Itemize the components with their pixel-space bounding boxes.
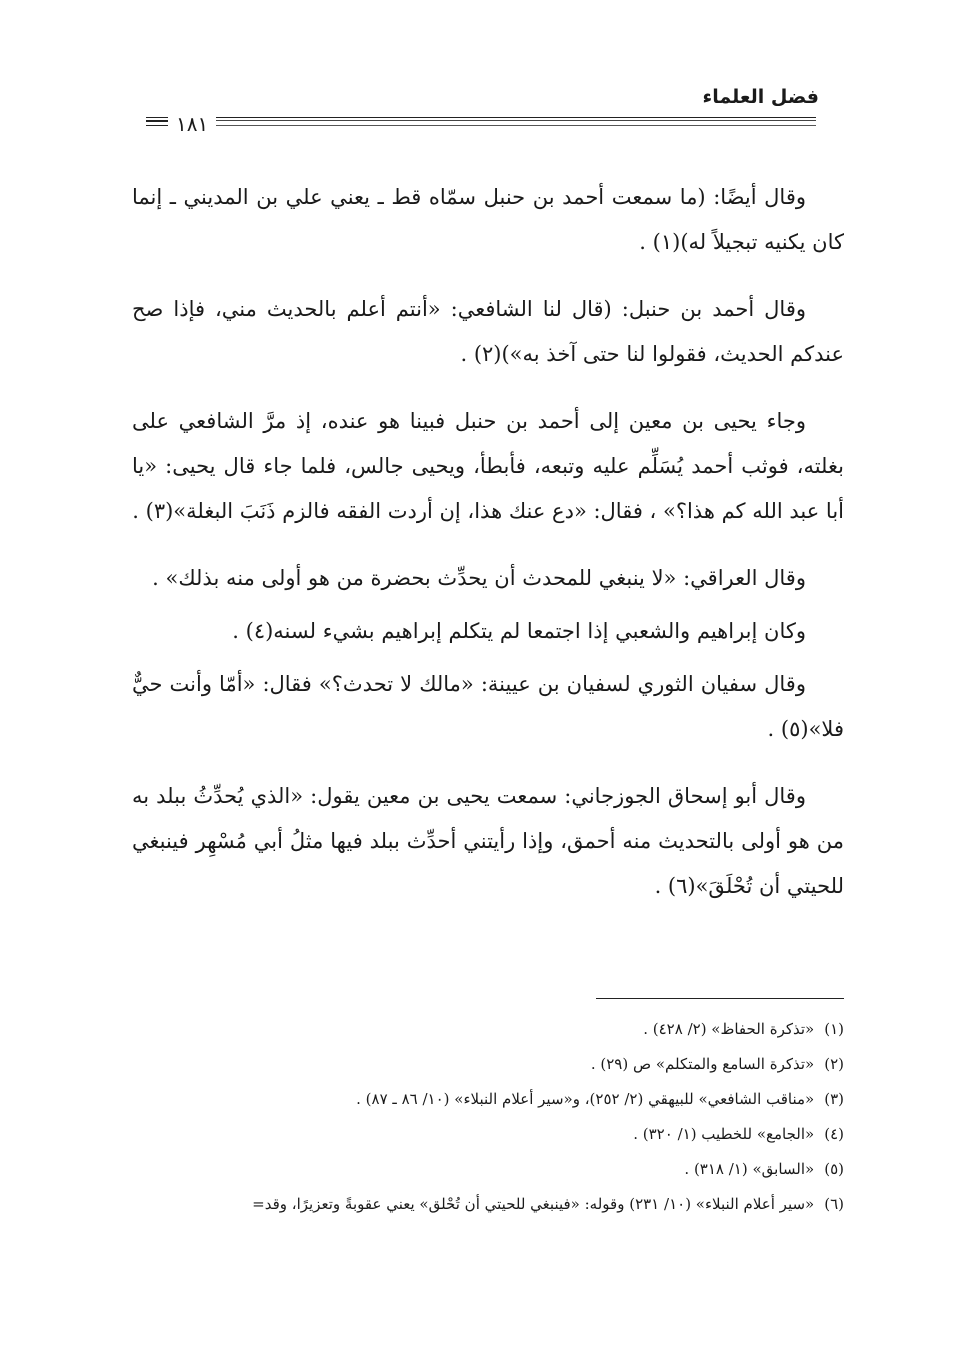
footnote (104, 1082, 844, 1117)
footnote-number: (١) (824, 1020, 844, 1038)
left-dash-ornament (146, 120, 168, 126)
footnote-text: «تذكرة الحفاظ» (٢/ ٤٢٨) . (643, 1020, 815, 1038)
paragraph: وقال أبو إسحاق الجوزجاني: سمعت يحيى بن معين يقول: «الذي يُحدِّثُ ببلد به من هو أولى بالتحديث منه أحمق، وإذا رأيتني أحدِّث ببلد فيها مثلُ أبي مُسْهِر فينبغي للحيتي أن تُحْلَقَ»(٦) . (132, 784, 844, 898)
footnote (104, 1152, 844, 1187)
footnotes (104, 1012, 844, 1222)
paragraph: وجاء يحيى بن معين إلى أحمد بن حنبل فبينا هو عنده، إذ مرَّ الشافعي على بغلته، فوثب أحمد يُسَلِّم عليه وتبعه، فأبطأ، ويحيى جالس، فلما جاء قال يحيى: «يا أبا عبد الله كم هذا؟» ، فقال: «دع عنك هذا، إن أردت الفقه فالزم ذَنَبَ البغلة»(٣) . (132, 409, 844, 523)
footnote-number: (٤) (824, 1125, 844, 1143)
footnote-text: «تذكرة السامع والمتكلم» ص (٢٩) . (590, 1055, 815, 1073)
footnote-number: (٢) (824, 1055, 844, 1073)
header-rule (146, 117, 816, 121)
footnote-text: «السابق» (١/ ٣١٨) . (684, 1160, 815, 1178)
footnote (104, 1047, 844, 1082)
header-rule-thin (146, 125, 816, 126)
footnote-text: «مناقب الشافعي» للبيهقي (٢/ ٢٥٢)، و«سير أعلام النبلاء» (١٠/ ٨٦ ـ ٨٧) . (356, 1090, 815, 1108)
paragraph: وقال العراقي: «لا ينبغي للمحدث أن يحدِّث بحضرة من هو أولى منه بذلك» . (152, 566, 806, 590)
footnote-separator (596, 998, 844, 999)
footnote-number: (٣) (824, 1090, 844, 1108)
paragraph: وقال أحمد بن حنبل: (قال لنا الشافعي: «أنتم أعلم بالحديث مني، فإذا صح عندكم الحديث، فقولوا لنا حتى آخذ به»)(٢) . (132, 297, 844, 366)
paragraph: وكان إبراهيم والشعبي إذا اجتمعا لم يتكلم إبراهيم بشيء لسنه(٤) . (232, 619, 806, 643)
page-number: ١٨١ (168, 112, 216, 136)
footnote-number: (٥) (824, 1160, 844, 1178)
footnote (104, 1187, 844, 1222)
paragraph: وقال سفيان الثوري لسفيان بن عيينة: «مالك لا تحدث؟» فقال: «أمّا وأنت حيٌّ فلا»(٥) . (132, 672, 844, 741)
footnote-text: «الجامع» للخطيب (١/ ٣٢٠) . (633, 1125, 815, 1143)
paragraph: وقال أيضًا: (ما سمعت أحمد بن حنبل سمّاه قط ـ يعني علي بن المديني ـ إنما كان يكنيه تبجيلاً له)(١) . (132, 185, 844, 254)
footnote-text: «سير أعلام النبلاء» (١٠/ ٢٣١) وقوله: «فينبغي للحيتي أن تُحْلق» يعني عقوبةً وتعزيرًا، وقد= (252, 1195, 815, 1213)
main-text (132, 175, 844, 931)
running-header-title: فضل العلماء (702, 86, 819, 108)
footnote (104, 1012, 844, 1047)
footnote-number: (٦) (824, 1195, 844, 1213)
footnote (104, 1117, 844, 1152)
